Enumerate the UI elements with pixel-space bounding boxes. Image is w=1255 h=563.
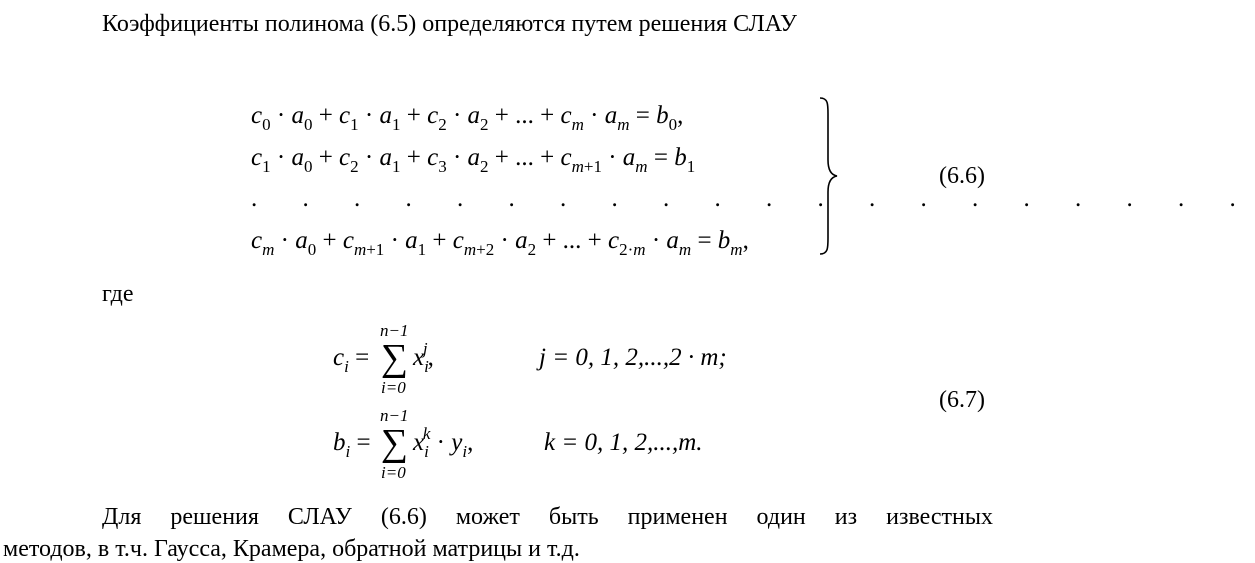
paragraph-line-1: Для решения СЛАУ (6.6) может быть применен один из известных (102, 504, 993, 530)
equation-number-6-7: (6.7) (939, 387, 985, 413)
sigma-icon: ∑ (381, 422, 409, 464)
equation-6-6-ellipsis-row: . . . . . . . . . . . . . . . . . . . . (251, 185, 1255, 212)
equation-6-7-line-2-term: $x_i^k \cdot y_i$, (413, 424, 474, 461)
sum-upper-limit-2: n−1 (380, 406, 409, 425)
equation-6-6-line-3: $c_m \cdot a_0 + c_{m+1} \cdot a_1 + c_{m+2} \cdot a_2$ + ... + $c_{2\cdot m} \cdot a_m = b_m$, (251, 227, 749, 259)
sum-lower-limit-2: i=0 (381, 463, 406, 482)
sum-lower-limit-1: i=0 (381, 378, 406, 397)
equation-6-7-line-1-term: $x_i^j$, (413, 339, 434, 376)
intro-text: Коэффициенты полинома (6.5) определяются путем решения СЛАУ (102, 11, 797, 37)
equation-6-7-line-2-lhs: $b_i$ = (333, 429, 371, 461)
sigma-icon: ∑ (381, 337, 409, 379)
where-word: где (102, 281, 134, 307)
equation-6-7-condition-1: j = 0, 1, 2,...,2 · m; (539, 344, 727, 371)
equation-number-6-6: (6.6) (939, 163, 985, 189)
paragraph-line-2: методов, в т.ч. Гаусса, Крамера, обратной матрицы и т.д. (3, 536, 580, 562)
sum-upper-limit-1: n−1 (380, 321, 409, 340)
equation-6-7-condition-2: k = 0, 1, 2,...,m. (544, 429, 703, 456)
equation-6-7-line-1-lhs: $c_i$ = (333, 344, 370, 376)
equation-6-6-line-1: $c_0 \cdot a_0 + c_1 \cdot a_1 + c_2 \cdot a_2$ + ... + $c_m \cdot a_m = b_0$, (251, 102, 684, 134)
equation-6-6-line-2: $c_1 \cdot a_0 + c_2 \cdot a_1 + c_3 \cdot a_2$ + ... + $c_{m+1} \cdot a_m = b_1$ (251, 144, 696, 176)
right-brace-icon (816, 96, 840, 256)
